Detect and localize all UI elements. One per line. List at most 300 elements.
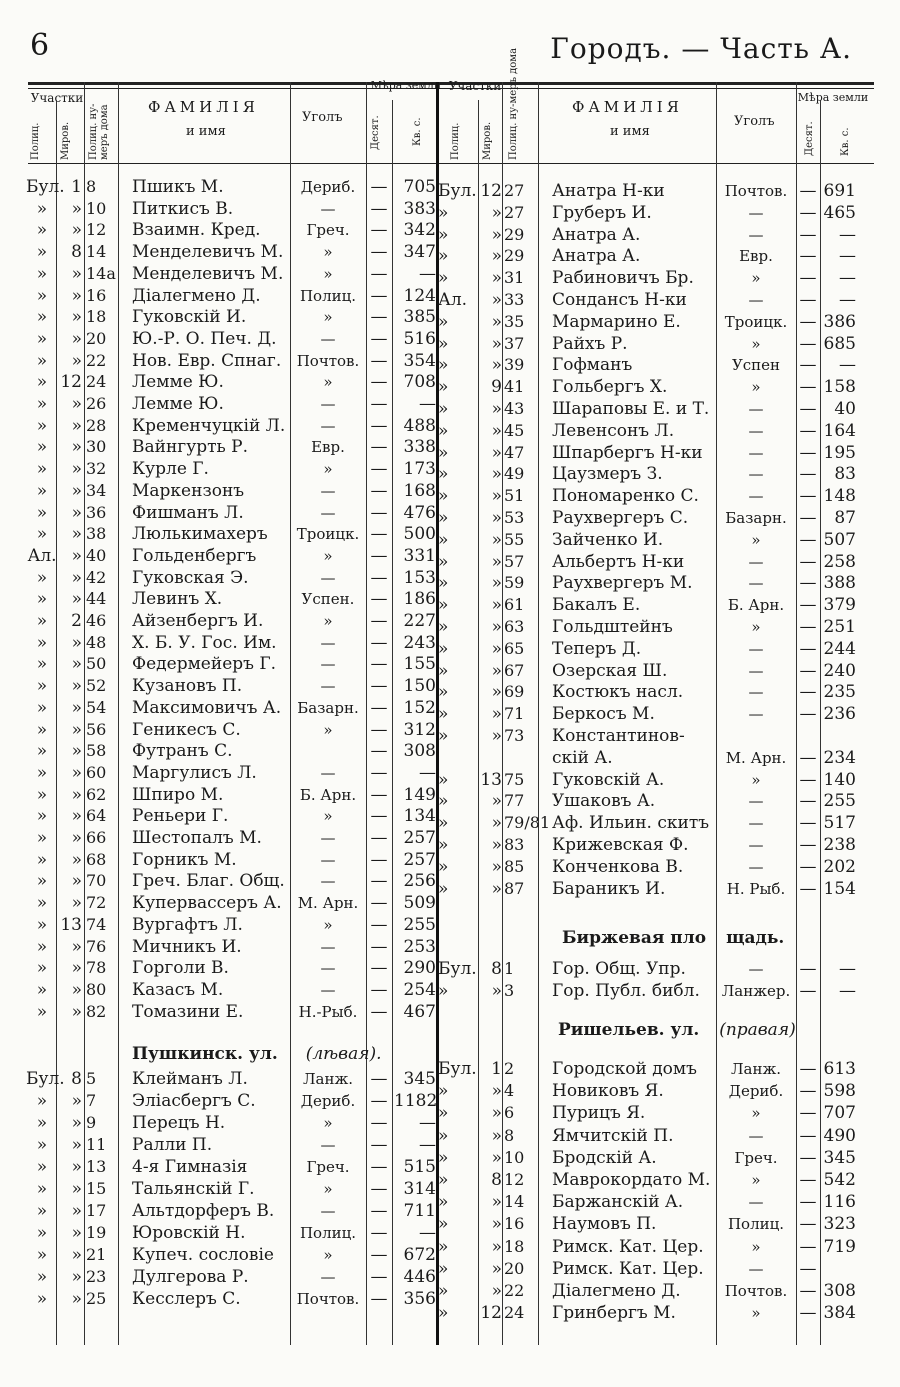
cell-m: »	[71, 545, 82, 566]
cell-p: »	[36, 1245, 48, 1265]
cell-n: 82	[86, 1001, 107, 1021]
cell-name: Федермейеръ Г.	[132, 654, 277, 675]
cell-u: Б. Арн.	[727, 596, 785, 615]
cell-kv: —	[839, 268, 856, 289]
cell-n: 55	[504, 529, 525, 549]
table-row	[0, 485, 900, 507]
cell-name: Купервассеръ А.	[132, 893, 282, 914]
cell-name: Купеч. сословіе	[132, 1245, 274, 1265]
cell-n: 46	[86, 611, 107, 630]
cell-kv: 388	[823, 573, 856, 594]
cell-d: —	[799, 268, 817, 289]
cell-u: —	[320, 1202, 336, 1220]
cell-n: 24	[504, 1303, 525, 1323]
cell-name: Взаимн. Кред.	[132, 220, 261, 241]
cell-d: —	[799, 1303, 817, 1324]
cell-d: —	[799, 551, 817, 572]
table-row	[0, 354, 900, 376]
cell-kv: 153	[403, 567, 436, 588]
section-side: (лѣвая).	[305, 1044, 382, 1064]
cell-m: »	[71, 979, 82, 1000]
table-row	[0, 1102, 900, 1124]
cell-p: »	[438, 551, 449, 572]
cell-n: 66	[86, 828, 107, 847]
cell-u: »	[323, 373, 333, 392]
cell-u: —	[748, 705, 764, 724]
cell-n: 73	[504, 726, 525, 745]
cell-name: Лемме Ю.	[132, 394, 224, 414]
cell-m: »	[71, 567, 82, 588]
cell-n: 22	[86, 350, 107, 370]
cell-kv: 719	[823, 1236, 856, 1257]
section-pushkinsk	[132, 1044, 382, 1064]
cell-d: —	[370, 871, 388, 892]
cell-p: »	[36, 459, 48, 480]
cell-p: »	[438, 769, 449, 790]
cell-n: 9	[86, 1113, 97, 1132]
cell-n: 28	[86, 415, 107, 435]
header-desyat: Десят.	[370, 115, 381, 150]
cell-m: »	[491, 1147, 502, 1168]
cell-m: 8	[491, 1170, 502, 1190]
table-row	[0, 420, 900, 442]
cell-kv: 238	[823, 835, 856, 855]
cell-u: Полиц.	[299, 1224, 357, 1242]
cell-name: Крижевская Ф.	[552, 835, 689, 855]
cell-kv: 168	[403, 480, 436, 501]
cell-u: —	[748, 203, 764, 222]
cell-p: »	[36, 567, 48, 588]
cell-n: 49	[504, 464, 525, 484]
cell-m: »	[71, 1179, 82, 1199]
cell-n: 76	[86, 936, 107, 956]
header-uchastki-right: Участки	[448, 79, 502, 93]
cell-n: 67	[504, 660, 525, 680]
cell-p: »	[36, 654, 48, 675]
cell-u: —	[320, 655, 336, 674]
cell-n: 31	[504, 268, 525, 288]
cell-u: »	[751, 269, 761, 288]
cell-name: Теперъ Д.	[552, 638, 642, 659]
cell-p: Бул.	[26, 1069, 65, 1089]
cell-d: —	[799, 769, 817, 790]
table-row	[0, 1125, 900, 1147]
cell-u: »	[751, 1237, 761, 1256]
cell-name: Ралли П.	[132, 1135, 213, 1155]
cell-name: Горникъ М.	[132, 849, 237, 870]
cell-m: »	[71, 415, 82, 436]
cell-kv: 253	[403, 936, 436, 957]
table-row	[0, 224, 900, 246]
cell-kv: 384	[823, 1303, 856, 1324]
cell-name: Городской домъ	[552, 1059, 697, 1079]
cell-p: Бул.	[438, 959, 477, 979]
cell-u: —	[320, 503, 336, 522]
cell-n: 35	[504, 311, 525, 331]
cell-u: —	[320, 416, 336, 435]
cell-d: —	[799, 878, 817, 899]
cell-u: —	[320, 329, 336, 348]
cell-u: —	[748, 443, 764, 462]
cell-d: —	[799, 660, 817, 681]
cell-n: 3	[504, 981, 515, 1000]
cell-kv: 345	[403, 1069, 436, 1089]
cell-p: »	[36, 719, 48, 740]
cell-name: Шестопалъ М.	[132, 828, 262, 848]
cell-kv: 507	[823, 529, 856, 550]
cell-name: Курле Г.	[132, 459, 209, 480]
header-desyat-right: Десят.	[804, 121, 815, 156]
cell-d: —	[370, 1223, 388, 1243]
cell-name: Цаузмеръ З.	[552, 464, 663, 485]
cell-m: »	[491, 1125, 502, 1146]
cell-name: Раухвергеръ М.	[552, 573, 693, 594]
cell-kv: 516	[403, 328, 436, 349]
table-row	[0, 958, 900, 980]
cell-u: »	[323, 264, 333, 283]
cell-name: Раухвергеръ С.	[552, 508, 689, 528]
cell-u: —	[748, 960, 764, 978]
cell-kv: 134	[403, 806, 436, 827]
table-row	[0, 660, 900, 682]
cell-d: —	[370, 567, 388, 588]
cell-n: 15	[86, 1179, 107, 1198]
cell-u: Ланж.	[302, 1070, 354, 1088]
cell-kv: 488	[403, 415, 436, 436]
section-side: (правая)	[719, 1020, 796, 1040]
cell-m: »	[71, 784, 82, 805]
section-title: Пушкинск. ул.	[132, 1044, 278, 1064]
cell-kv: 708	[403, 372, 436, 393]
cell-kv: —	[839, 959, 856, 979]
cell-kv: 164	[823, 420, 856, 441]
cell-p: »	[36, 1179, 48, 1199]
cell-p: »	[438, 202, 449, 223]
cell-d: —	[799, 202, 817, 223]
cell-d: —	[370, 177, 388, 197]
cell-u: —	[320, 980, 336, 999]
cell-d: —	[799, 959, 817, 979]
cell-n: 62	[86, 784, 107, 804]
header-dom-right: Полиц. ну-меръ дома	[508, 47, 519, 160]
cell-u: »	[323, 612, 333, 630]
cell-p: »	[36, 1289, 48, 1309]
cell-n: 30	[86, 437, 107, 457]
cell-m: »	[71, 741, 82, 762]
cell-kv: 236	[823, 704, 856, 725]
cell-name: Анатра А.	[552, 246, 641, 267]
cell-n: 59	[504, 573, 525, 593]
cell-d: —	[370, 242, 388, 263]
cell-u: —	[320, 959, 336, 978]
cell-name: Казасъ М.	[132, 979, 224, 1000]
table-row	[0, 463, 900, 485]
cell-n: 29	[504, 246, 525, 266]
cell-p: »	[438, 224, 449, 245]
cell-m: »	[491, 486, 502, 507]
cell-u: —	[748, 421, 764, 440]
cell-m: »	[71, 1135, 82, 1155]
cell-kv: 323	[823, 1214, 856, 1235]
cell-name: Греч. Благ. Общ.	[132, 871, 285, 892]
cell-m: »	[71, 437, 82, 458]
cell-u: Греч.	[306, 221, 350, 240]
cell-n: 39	[504, 355, 525, 375]
header-i-imya-right: и имя	[610, 124, 650, 139]
cell-kv: 338	[403, 437, 436, 458]
cell-kv: 243	[403, 632, 436, 653]
table-row	[0, 572, 900, 594]
cell-n: 10	[504, 1147, 525, 1167]
cell-name: Конченкова В.	[552, 856, 684, 877]
cell-d: —	[370, 849, 388, 870]
cell-kv: 234	[823, 747, 856, 768]
cell-name: Маврокордато М.	[552, 1170, 711, 1190]
cell-d: —	[799, 1059, 817, 1079]
cell-p: »	[36, 958, 48, 979]
header-mera: Мѣра земли	[370, 79, 442, 92]
cell-m: »	[491, 333, 502, 354]
cell-d: —	[370, 784, 388, 805]
table-row	[0, 245, 900, 267]
cell-name: Гольбергъ Х.	[552, 377, 668, 398]
cell-kv: 345	[823, 1147, 856, 1168]
cell-name: Пономаренко С.	[552, 486, 699, 507]
cell-u: »	[323, 243, 333, 262]
cell-kv: 500	[403, 524, 436, 545]
cell-p: »	[438, 1125, 449, 1146]
cell-u: —	[320, 199, 336, 218]
cell-p: »	[438, 835, 449, 855]
cell-n: 40	[86, 545, 107, 565]
cell-kv: —	[839, 290, 856, 310]
cell-m: 8	[71, 1069, 82, 1089]
cell-name: Бакалъ Е.	[552, 595, 641, 616]
cell-u: »	[323, 546, 333, 565]
table-row	[0, 980, 900, 1002]
cell-d: —	[370, 1245, 388, 1265]
cell-p: »	[36, 936, 48, 957]
cell-d: —	[799, 1147, 817, 1168]
section-title: Биржевая пло	[562, 928, 707, 948]
cell-n: 71	[504, 704, 525, 724]
cell-name: Райхъ Р.	[552, 333, 628, 354]
cell-kv: 257	[403, 849, 436, 870]
cell-u: »	[323, 1114, 333, 1132]
cell-name: Горголи В.	[132, 958, 229, 979]
cell-kv: 256	[403, 871, 436, 892]
cell-name: Рабиновичъ Бр.	[552, 268, 694, 289]
cell-n: 85	[504, 856, 525, 876]
cell-kv: 257	[403, 828, 436, 848]
cell-name: Гольденбергъ	[132, 545, 257, 566]
cell-u: Греч.	[306, 1158, 350, 1176]
cell-n: 27	[504, 181, 525, 200]
cell-m: »	[71, 676, 82, 697]
cell-kv: 155	[403, 654, 436, 675]
cell-d: —	[370, 936, 388, 957]
cell-d: —	[799, 181, 817, 201]
cell-kv: 312	[403, 719, 436, 740]
cell-d: —	[799, 1192, 817, 1213]
cell-m: »	[491, 551, 502, 572]
cell-m: »	[491, 268, 502, 289]
cell-m: »	[491, 595, 502, 616]
cell-m: »	[71, 719, 82, 740]
cell-m: »	[491, 1236, 502, 1257]
cell-m: »	[491, 1258, 502, 1279]
cell-name: Мармарино Е.	[552, 311, 681, 332]
cell-name: Дулгерова Р.	[132, 1267, 249, 1287]
cell-u: »	[751, 618, 761, 636]
cell-n: 16	[86, 285, 107, 305]
cell-u: Базарн.	[297, 698, 359, 717]
table-row	[0, 1080, 900, 1102]
cell-p: »	[438, 333, 449, 354]
cell-p: »	[36, 263, 48, 284]
cell-n: 87	[504, 878, 525, 898]
table-row	[0, 507, 900, 529]
cell-p: »	[36, 1135, 48, 1155]
cell-d: —	[370, 502, 388, 523]
cell-kv: 308	[823, 1281, 856, 1301]
cell-name: Римск. Кат. Цер.	[552, 1236, 704, 1257]
cell-m: »	[71, 632, 82, 653]
cell-kv: 379	[823, 595, 856, 616]
cell-m: »	[71, 350, 82, 371]
cell-name: Наумовъ П.	[552, 1214, 657, 1235]
cell-p: »	[438, 595, 449, 616]
cell-u: »	[751, 334, 761, 353]
cell-m: 9	[491, 377, 502, 398]
cell-d: —	[799, 573, 817, 594]
cell-name: Вургафтъ Л.	[132, 914, 243, 935]
cell-name: Маргулисъ Л.	[132, 762, 257, 783]
cell-name: Беркосъ М.	[552, 704, 655, 725]
cell-name: Футранъ С.	[132, 741, 233, 762]
cell-p: »	[36, 806, 48, 827]
section-rishelyev	[558, 1020, 796, 1040]
cell-n: 68	[86, 849, 107, 869]
cell-kv: 509	[403, 893, 436, 914]
cell-m: »	[491, 813, 502, 834]
cell-u: Дериб.	[300, 1092, 356, 1110]
cell-p: »	[36, 784, 48, 805]
cell-u: —	[320, 872, 336, 891]
cell-name: Эліасбергъ С.	[132, 1091, 256, 1111]
cell-n: 47	[504, 442, 525, 462]
cell-kv: 255	[403, 914, 436, 935]
cell-name: Гуковская Э.	[132, 567, 249, 588]
table-row	[0, 311, 900, 333]
cell-m: »	[71, 1267, 82, 1287]
cell-d: —	[370, 1201, 388, 1221]
cell-kv: 258	[823, 551, 856, 572]
header-kv-right: Кв. с.	[840, 127, 851, 156]
cell-kv: 342	[403, 220, 436, 241]
cell-name: Гуковскій А.	[552, 769, 665, 790]
cell-m: 8	[491, 959, 502, 979]
table-row	[0, 725, 900, 747]
cell-d: —	[799, 595, 817, 616]
cell-kv: 116	[823, 1192, 856, 1213]
cell-d: —	[370, 893, 388, 914]
cell-d: —	[799, 704, 817, 725]
cell-m: »	[71, 263, 82, 284]
cell-kv: 152	[403, 697, 436, 718]
cell-m: »	[71, 893, 82, 914]
cell-n: 78	[86, 958, 107, 978]
cell-name: Анатра А.	[552, 224, 641, 245]
cell-p: »	[36, 372, 48, 393]
table-row	[0, 202, 900, 224]
cell-n: 7	[86, 1091, 97, 1110]
table-row	[0, 834, 900, 856]
cell-m: »	[491, 573, 502, 594]
cell-p: »	[36, 589, 48, 610]
cell-m: »	[71, 1113, 82, 1133]
cell-d: —	[799, 311, 817, 332]
cell-d: —	[370, 350, 388, 371]
cell-p: »	[438, 268, 449, 289]
cell-u: »	[751, 530, 761, 549]
cell-d: —	[799, 1236, 817, 1257]
cell-kv: 251	[823, 617, 856, 637]
cell-n: 45	[504, 420, 525, 440]
cell-d: —	[370, 632, 388, 653]
cell-m: »	[491, 1081, 502, 1102]
cell-p: »	[438, 464, 449, 485]
cell-p: »	[438, 704, 449, 725]
cell-m: »	[71, 958, 82, 979]
cell-u: —	[748, 639, 764, 658]
cell-n: 12	[86, 220, 107, 240]
cell-d: —	[370, 611, 388, 631]
cell-d: —	[370, 394, 388, 414]
cell-p: »	[36, 328, 48, 349]
cell-m: »	[491, 311, 502, 332]
table-row	[0, 616, 900, 638]
cell-name: Шпарбергъ Н-ки	[552, 442, 703, 463]
table-row	[0, 442, 900, 464]
cell-d: —	[799, 486, 817, 507]
table-row	[0, 1169, 900, 1191]
cell-d: —	[799, 747, 817, 768]
cell-u: »	[323, 915, 333, 934]
cell-p: »	[36, 849, 48, 870]
cell-m: »	[71, 502, 82, 523]
cell-name: Гофманъ	[552, 355, 633, 376]
cell-m: »	[491, 399, 502, 419]
cell-kv: 195	[823, 442, 856, 463]
cell-n: 57	[504, 551, 525, 571]
table-row	[0, 703, 900, 725]
cell-n: 23	[86, 1267, 107, 1286]
cell-m: 2	[71, 611, 82, 631]
cell-u: —	[320, 937, 336, 956]
cell-d: —	[370, 1289, 388, 1309]
cell-name: Гор. Общ. Упр.	[552, 959, 686, 979]
cell-u: Ланж.	[730, 1060, 782, 1078]
cell-p: »	[36, 350, 48, 371]
cell-u: —	[320, 677, 336, 696]
cell-d: —	[370, 1001, 388, 1022]
cell-m: 13	[480, 769, 502, 790]
cell-name: Менделевичъ М.	[132, 242, 284, 263]
cell-n: 42	[86, 567, 107, 587]
cell-n: 37	[504, 333, 525, 353]
cell-d: —	[370, 1091, 388, 1111]
